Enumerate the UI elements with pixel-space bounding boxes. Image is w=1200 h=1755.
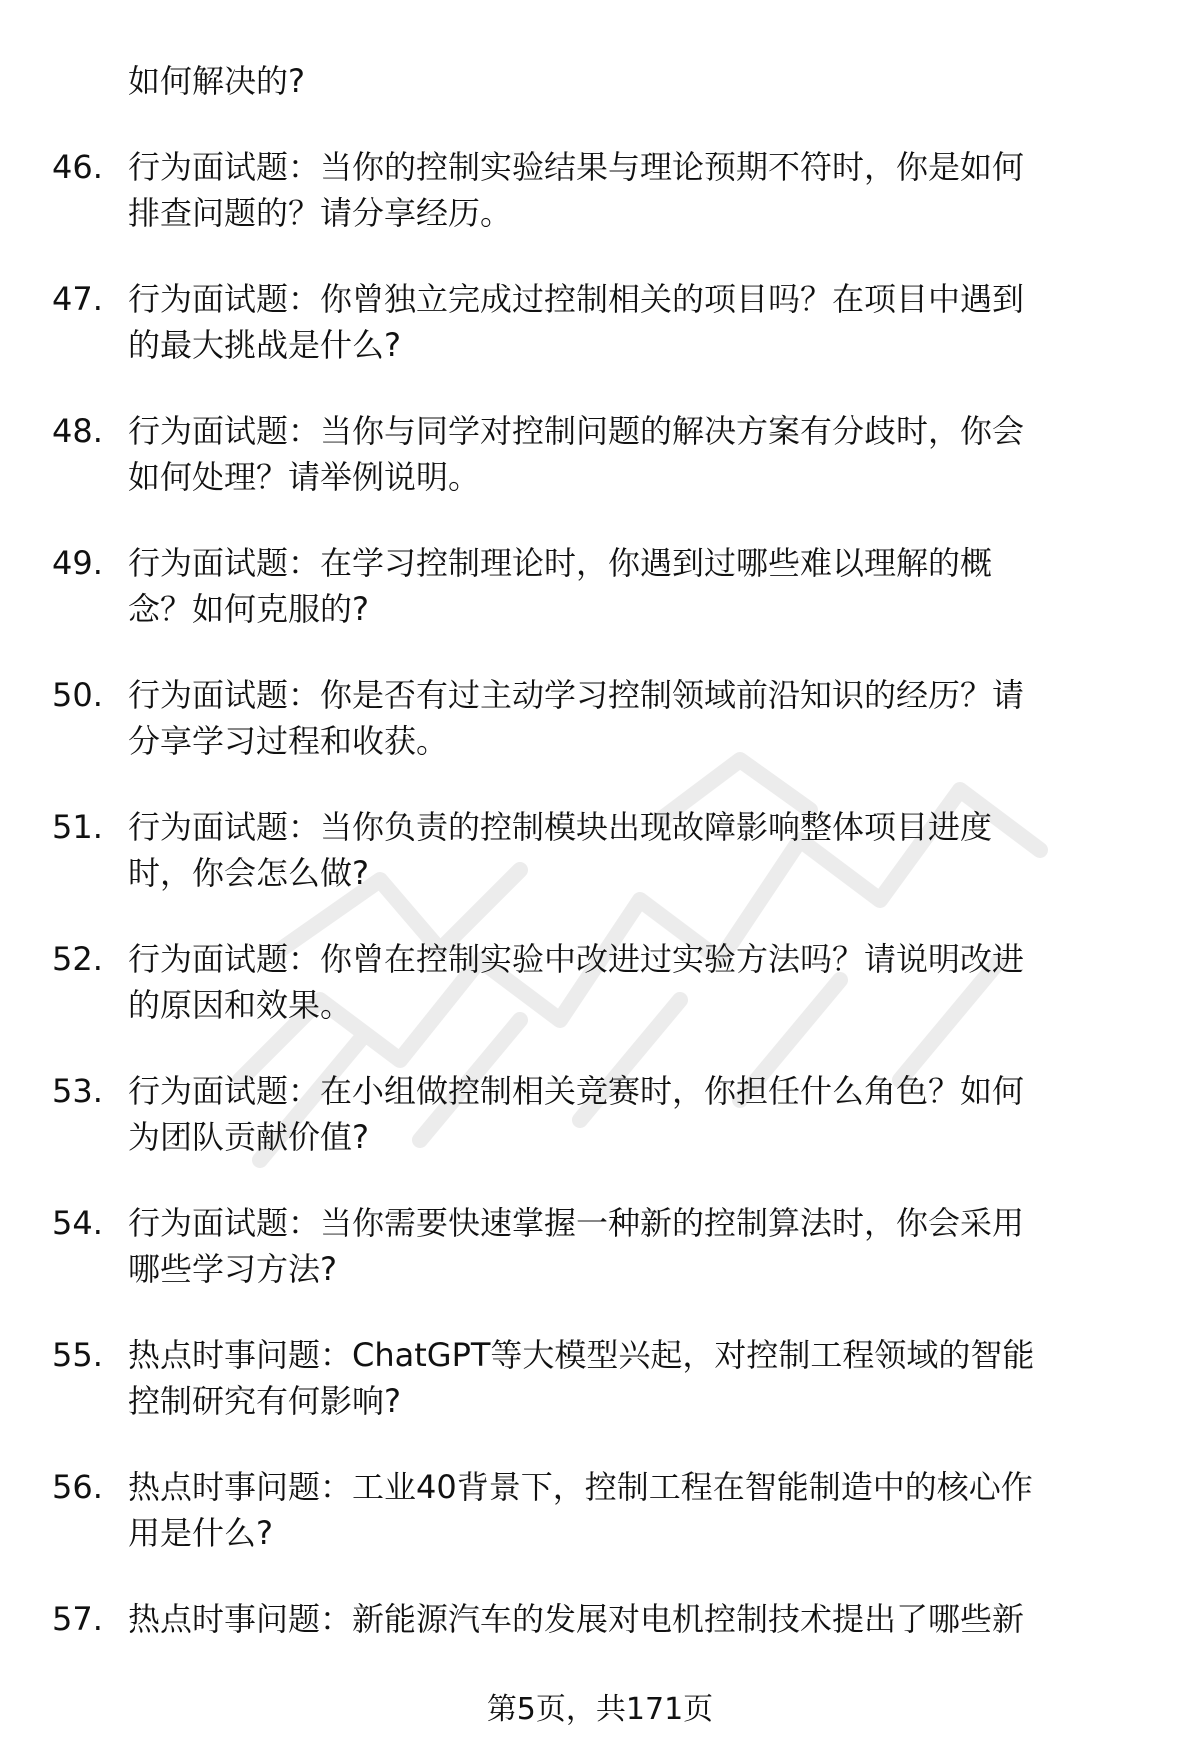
question-item (52, 1068, 1152, 1160)
question-item (52, 804, 1152, 896)
question-line: 如何处理？请举例说明。 (128, 458, 481, 496)
question-number: 51. (52, 808, 103, 846)
question-line: 用是什么? (128, 1514, 273, 1552)
question-line: 行为面试题：你是否有过主动学习控制领域前沿知识的经历？请 (128, 676, 1025, 714)
question-line: 为团队贡献价值? (128, 1118, 369, 1156)
question-number: 57. (52, 1600, 103, 1638)
question-line: 排查问题的？请分享经历。 (128, 194, 513, 232)
question-line: 时，你会怎么做? (128, 854, 369, 892)
question-item (52, 1464, 1152, 1556)
question-text (128, 408, 1128, 500)
page-footer: 第5页，共171页 (486, 1692, 714, 1727)
question-line: 行为面试题：你曾独立完成过控制相关的项目吗？在项目中遇到 (128, 280, 1025, 318)
question-number: 48. (52, 412, 103, 450)
question-number: 47. (52, 280, 103, 318)
question-line: 控制研究有何影响? (128, 1382, 401, 1420)
question-line: 哪些学习方法? (128, 1250, 337, 1288)
question-number: 53. (52, 1072, 103, 1110)
question-line: 行为面试题：你曾在控制实验中改进过实验方法吗？请说明改进 (128, 940, 1025, 978)
question-line: 的最大挑战是什么? (128, 326, 401, 364)
question-item (52, 1596, 1152, 1642)
question-text (128, 144, 1128, 236)
question-item (52, 1200, 1152, 1292)
question-number: 50. (52, 676, 103, 714)
question-line: 念？如何克服的? (128, 590, 369, 628)
question-line: 热点时事问题：工业40背景下，控制工程在智能制造中的核心作 (128, 1468, 1033, 1506)
question-number: 56. (52, 1468, 103, 1506)
question-item (52, 276, 1152, 368)
question-number: 55. (52, 1336, 103, 1374)
question-item (52, 144, 1152, 236)
question-text (128, 1068, 1128, 1160)
question-text (128, 540, 1128, 632)
question-text (128, 1200, 1128, 1292)
question-item (52, 540, 1152, 632)
question-text (128, 672, 1128, 764)
question-line: 分享学习过程和收获。 (128, 722, 449, 760)
question-text (128, 276, 1128, 368)
question-item (52, 672, 1152, 764)
question-item (52, 936, 1152, 1028)
question-number: 49. (52, 544, 103, 582)
question-text (128, 1596, 1128, 1642)
question-line: 行为面试题：在学习控制理论时，你遇到过哪些难以理解的概 (128, 544, 993, 582)
question-text (128, 936, 1128, 1028)
question-line: 的原因和效果。 (128, 986, 353, 1024)
question-line: 行为面试题：当你与同学对控制问题的解决方案有分歧时，你会 (128, 412, 1025, 450)
continuation-text: 如何解决的? (128, 62, 305, 100)
question-list (52, 58, 1152, 1682)
question-text (128, 1332, 1128, 1424)
question-line: 行为面试题：当你负责的控制模块出现故障影响整体项目进度 (128, 808, 993, 846)
question-text (128, 804, 1128, 896)
question-item (52, 408, 1152, 500)
question-item (52, 1332, 1152, 1424)
question-line: 行为面试题：当你的控制实验结果与理论预期不符时，你是如何 (128, 148, 1025, 186)
question-number: 46. (52, 148, 103, 186)
question-line: 热点时事问题：新能源汽车的发展对电机控制技术提出了哪些新 (128, 1600, 1025, 1638)
question-line: 热点时事问题：ChatGPT等大模型兴起，对控制工程领域的智能 (128, 1336, 1035, 1374)
question-number: 54. (52, 1204, 103, 1242)
question-number: 52. (52, 940, 103, 978)
question-line: 行为面试题：在小组做控制相关竞赛时，你担任什么角色？如何 (128, 1072, 1025, 1110)
question-text (128, 1464, 1128, 1556)
question-line: 行为面试题：当你需要快速掌握一种新的控制算法时，你会采用 (128, 1204, 1025, 1242)
